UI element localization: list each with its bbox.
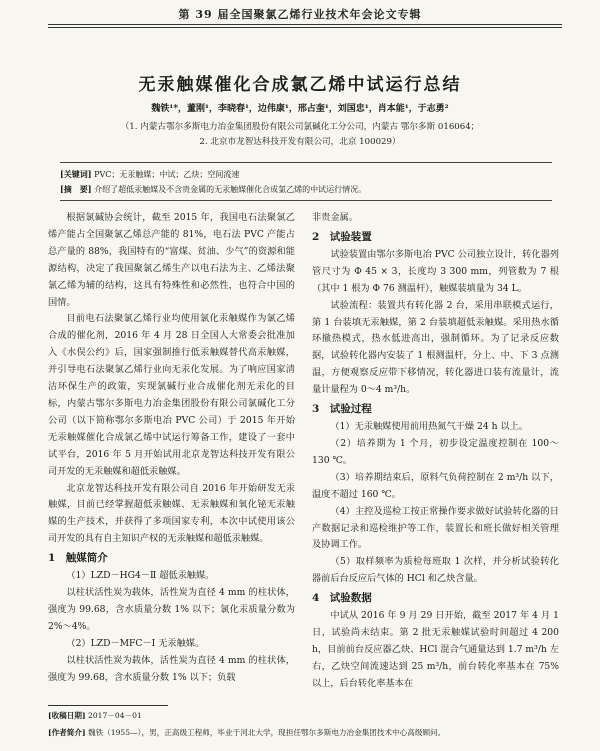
body-paragraph: 目前电石法聚氯乙烯行业均使用氯化汞触媒作为氯乙烯合成的催化剂，2016 年 4 月 28 日全国人大常委会批准加入《水俣公约》后，国家强制推行低汞触媒替代高汞触媒，并引导电石法聚氯乙烯行业向无汞化发展。为了响应国家清洁环保生产的政策，实现氯碱行业合成催化剂无汞化的目标，内蒙古鄂尔多斯电力冶金集团股份有限公司氯碱化工分公司（以下简称鄂尔多斯电冶 PVC 公司）于 2015 年开始无汞触媒催化合成氯乙烯中试运行筹备工作，建设了一套中试平台，2016 年 5 月开始试用北京龙智达科技开发有限公司开发的无汞触媒和超低汞触媒。 xyxy=(48,313,295,477)
keywords-line xyxy=(60,167,552,182)
body-paragraph: （2）LZD－MFC－Ⅰ 无汞触媒。 xyxy=(66,637,205,649)
author-list: 魏铁¹*，董刚¹，李晓春¹，边伟康¹，邢占奎¹，刘国忠¹，肖本能¹，于志勇² xyxy=(151,104,449,114)
right-column xyxy=(312,210,559,693)
body-paragraph: 试验流程：装置共有转化器 2 台，采用串联模式运行，第 1 台装填无汞触媒，第 2 台装填超低汞触媒。采用热水循环撤热模式，热水低进高出，强制循环。为了记录反应数据，试验转化器内安装了 1 根测温杆，分上、中、下 3 点测温，方便观察反应带下移情况，转化器进口装有流量计，流量计量程为 0～4 m³/h。 xyxy=(312,299,559,396)
affiliation-1: （1. 内蒙古鄂尔多斯电力冶金集团股份有限公司氯碱化工分公司，内蒙古 鄂尔多斯 016064； xyxy=(120,122,480,132)
left-column xyxy=(48,210,295,686)
keywords-top-rule xyxy=(60,162,552,163)
body-paragraph: 中试从 2016 年 9 月 29 日开始，截至 2017 年 4 月 1 日，试验尚未结束。第 2 批无汞触媒试验时间超过 4 200 h，目前前台反应器乙炔、HCl 混合气通量达到 1.7 m³/h 左右，乙炔空间流速达到 25 m³/h，前台转化率基本在 75% 以上，后台转化率基本在 xyxy=(312,610,559,689)
keywords-abstract-block xyxy=(60,162,552,201)
header-rule-double xyxy=(48,27,562,28)
abstract-label: [摘 要] xyxy=(60,184,92,194)
author-bio-label: [作者简介] xyxy=(48,728,86,737)
keywords-bottom-rule xyxy=(60,200,552,201)
body-paragraph: 非贵金属。 xyxy=(312,212,358,223)
running-header: 第 39 届全国聚氯乙烯行业技术年会论文专辑 xyxy=(178,8,422,21)
body-paragraph: （4）主控及巡检工按正常操作要求做好试验转化器的日产数据记录和巡检维护等工作，装置长和班长做好相关管理及协调工作。 xyxy=(312,505,559,551)
body-paragraph: 根据氯碱协会统计，截至 2015 年，我国电石法聚氯乙烯产能占全国聚氯乙烯总产能的 81%，电石法 PVC 产能占总产量的 88%，我国特有的“富煤、贫油、少气”的资源和能源结构，决定了我国聚氯乙烯生产以电石法为主、乙烯法聚氯乙烯为辅的结构，这具有特殊性和必然性，也符合中国的国情。 xyxy=(48,212,295,308)
received-label: [收稿日期] xyxy=(48,711,86,720)
body-paragraph: （2）培养期为 1 个月，初步设定温度控制在 100～130 ℃。 xyxy=(312,437,559,466)
body-paragraph: 以柱状活性炭为载体，活性炭为直径 4 mm 的柱状体，强度为 99.68，含水质量分数 1% 以下；负载 xyxy=(48,654,295,683)
received-date: 2017－04－01 xyxy=(87,711,142,720)
abstract-line xyxy=(60,182,552,197)
section-heading: 2 试验装置 xyxy=(312,230,372,243)
author-bio-note xyxy=(48,727,560,738)
body-paragraph: 以柱状活性炭为载体，活性炭为直径 4 mm 的柱状体，强度为 99.68，含水质量分数 1% 以下；氯化汞质量分数为 2%～4%。 xyxy=(48,587,295,632)
author-bio-text: 魏铁（1955—），男，正高级工程师，毕业于河北大学，现担任鄂尔多斯电力冶金集团技术中心高级顾问。 xyxy=(87,728,446,737)
paper-title: 无汞触媒催化合成氯乙烯中试运行总结 xyxy=(138,75,462,95)
body-paragraph: （3）培养期结束后，原料气负荷控制在 2 m³/h 以下，温度不超过 160 ℃。 xyxy=(312,471,559,500)
affiliation-2: 2. 北京市龙智达科技开发有限公司，北京 100029） xyxy=(199,137,401,147)
body-paragraph: 北京龙智达科技开发有限公司自 2016 年开始研发无汞触媒，目前已经掌握超低汞触媒、无汞触媒和氧化铋无汞触媒的生产技术，并获得了多项国家专利，本次中试使用该公司开发的具有自主知识产权的无汞触媒和超低汞触媒。 xyxy=(48,482,295,545)
section-heading: 4 试验数据 xyxy=(312,592,372,605)
abstract-text: 介绍了超低汞触媒及不含贵金属的无汞触媒催化合成氯乙烯的中试运行情况。 xyxy=(94,185,367,194)
body-paragraph: 试验装置由鄂尔多斯电冶 PVC 公司独立设计，转化器列管尺寸为 Φ 45 × 3，长度均 3 300 mm，列管数为 7 根（其中 1 根为 Φ 76 测温杆），触媒装填量为 34 L。 xyxy=(312,248,559,294)
body-paragraph: （1）LZD－HG4－Ⅱ 超低汞触媒。 xyxy=(66,570,215,582)
body-paragraph: （1）无汞触媒使用前用热氮气干燥 24 h 以上。 xyxy=(330,421,528,433)
body-paragraph: （5）取样频率为质检每班取 1 次样，并分析试验转化器前后台反应后气体的 HCl 和乙炔含量。 xyxy=(312,556,559,585)
header-rule xyxy=(48,24,562,25)
keywords-label: [关键词] xyxy=(60,169,92,179)
footnote-rule xyxy=(48,705,168,706)
keywords-text: PVC；无汞触媒；中试；乙炔；空间流速 xyxy=(94,170,240,179)
section-heading: 3 试验过程 xyxy=(312,403,372,416)
received-date-note xyxy=(48,710,560,721)
section-heading: 1 触媒简介 xyxy=(48,552,108,565)
